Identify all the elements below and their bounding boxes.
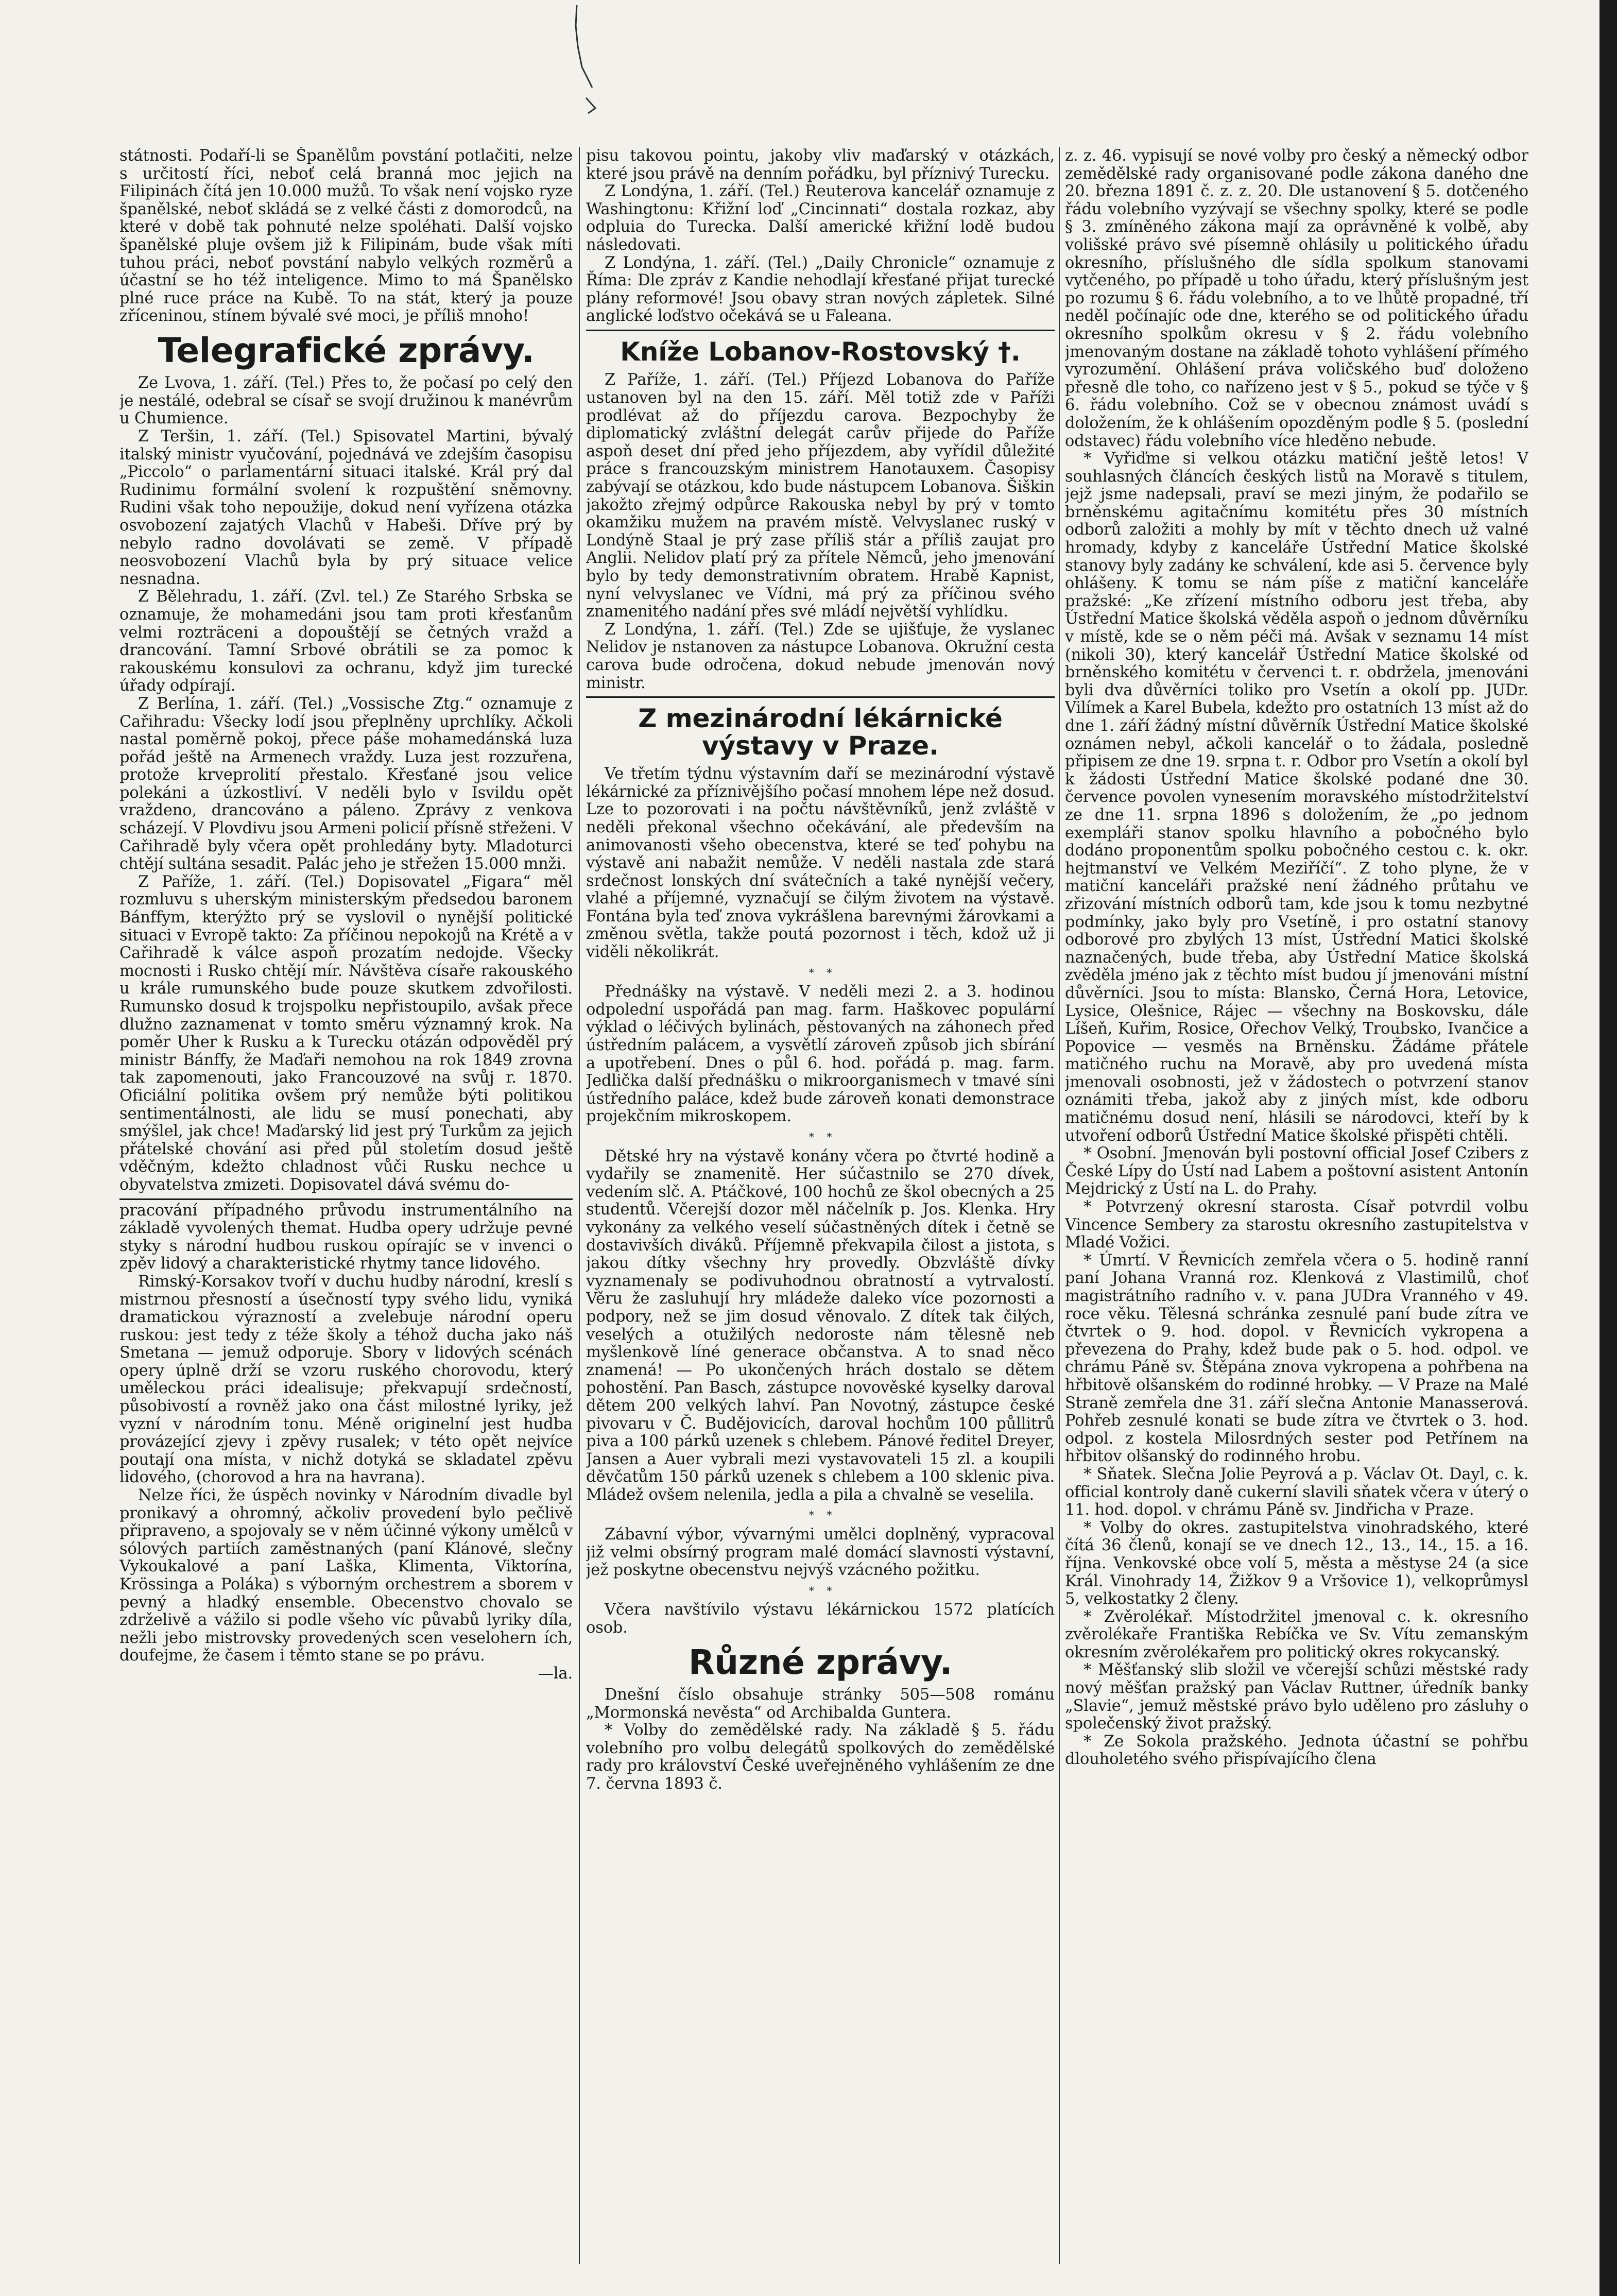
various-paragraph-1: Dnešní číslo obsahuje stránky 505—508 románu „Mormonská nevěsta“ od Archibalda Guntera.	[586, 1685, 1055, 1722]
exhibition-paragraph-3: Dětské hry na výstavě konány včera po čtvrté hodině a vydařily se znamenitě. Her súčastnilo se 270 dívek, vedením slč. A. Ptáčkové, 100 hochů ze škol obecných a 25 studentů. Včerejší dozor měl náčelník p. Jos. Klenka. Hry vykonány za velkého veselí súčastněných dítek i četně se dostavivších diváků. Příjemně překvapila čilost a jistota, s jakou dítky všechny hry provedly. Obzvláště dívky vyznamenaly se podivuhodnou obratností a vytrvalostí. Věru že zasluhují hry mládeže daleko více pozornosti a podpory, než se jim dosud věnovalo. Z dítek tak čilých, veselých a otužilých nedoroste nám tělesně neb myšlenkově líné generace občanstva. A to snad něco znamená! — Po ukončených hrách dostalo se dětem pohostění. Pan Basch, zástupce novověské kyselky daroval dětem 200 velkých lahví. Pan Novotný, zástupce české pivovaru v Č. Budějovicích, daroval hochům 100 půllitrů piva a 100 párků uzenek s chlebem. Pánové ředitel Dreyer, Jansen a Auer vybrali mezi vystavovateli 15 zl. a koupili děvčatům 150 párků uzenek s chlebem a 100 sklenic piva. Mládež ovšem nelenila, jedla a pila a chvalně se veselila.	[586, 1147, 1055, 1504]
telegraph-belehrad: Z Bělehradu, 1. září. (Zvl. tel.) Ze Starého Srbska se oznamuje, že mohamedáni jsou tam proti křesťanům velmi rozträceni a dopouštějí se četných vražd a drancování. Tamní Srbové obrátili se za pomoc k rakouskému konsulovi za ochranu, když jim turecké úřady odpírají.	[119, 588, 573, 695]
column-left	[119, 147, 573, 2269]
lobanov-paragraph-1: Z Paříže, 1. září. (Tel.) Příjezd Lobanova do Paříže ustanoven byl na den 15. září. Měl totiž zde v Paříži prodlévat až do příjezdu carova. Bezpochyby že diplomatický zvláštní delegát carův přijede do Paříže aspoň deset dní před jeho příjezdem, aby vyřídil důležité práce s francouzským ministrem Hanotauxem. Časopisy zabývají se otázkou, kdo bude nástupcem Lobanova. Šiškin jakožto zřejmý odpůrce Rakouska nebyl by prý v tomto okamžiku mužem na pravém místě. Velvyslanec ruský v Londýně Staal je prý zase příliš stár a příliš zaujat pro Anglii. Nelidov platí prý za přítele Němců, jeho jmenování bylo by tedy demonstrativním obratem. Hrabě Kapnist, nyní velvyslanec ve Vídni, má prý za příčinou svého znamenitého nadání přes své mládí největší vyhlídku.	[586, 371, 1055, 621]
exhibition-paragraph-4: Zábavní výbor, vývarnými umělci doplněný, vypracoval již velmi obsírný program malé domácí slavnosti výstavní, jež poskytne obecenstvu nejvýš vzácného požitku.	[586, 1526, 1055, 1580]
lobanov-paragraph-2: Z Londýna, 1. září. (Tel.) Zde se ujišťuje, že vyslanec Nelidov je nstanoven za nástupce Lobanova. Okružní cesta carova bude odročena, dokud nebude jmenován nový ministr.	[586, 620, 1055, 692]
heading-telegraph-news: Telegrafické zprávy.	[158, 330, 535, 370]
star-separator: * *	[809, 1509, 832, 1521]
exhibition-paragraph-5: Včera navštívilo výstavu lékárnickou 1572 platících osob.	[586, 1601, 1055, 1637]
news-wedding: * Sňatek. Slečna Jolie Peyrová a p. Václav Ot. Dayl, c. k. official kontroly daně cukerní slavili sňatek včera v úterý o 11. hod. dopol. v chrámu Páně sv. Jindřicha v Praze.	[1065, 1465, 1528, 1519]
column-divider-2	[1059, 147, 1060, 2264]
news-matice: * Vyřiďme si velkou otázku matiční ještě letos! V souhlasných článcích českých listů na Moravě s titulem, jejž jsme nadepsali, praví se mezi jiným, že podařilo se brněnskému agitačnímu komitétu přes 30 místních odborů založiti a mohly by mít v těchto dnech už valné hromady, kdyby z kanceláře Ústřední Matice školské stanovy byly zadány ke schválení, kde asi 5. července byly ohlášeny. K tomu se nám píše z matiční kanceláře pražské: „Ke zřízení místního odboru jest třeba, aby Ústřední Matice školská věděla aspoň o jednom důvěrníku v místě, kde se o něm péči má. Avšak v seznamu 14 míst (nikoli 30), který kancelář Ústřední Matice školské od brněnského komitétu v červenci t. r. obdržela, jmenováni byli dva důvěrníci toliko pro Vsetín a okolí pp. JUDr. Vilímek a Karel Bubela, kdežto pro ostatních 13 míst až do dne 1. září žádný místní důvěrník Ústřední Matice školské oznámen nebyl, ačkoli kancelář o to žádala, posledně připisem ze dne 19. srpna t. r. Odbor pro Vsetín a okolí byl k žádosti Ústřední Matice školské podané dne 30. července povolen vynesením moravského místodržitelství ze dne 11. srpna 1896 s doložením, že „po jednom exempláři stanov spolku hlavního a pobočného bylo dodáno proponentům spolku pobočného cestou c. k. okr. hejtmanství ve Velkém Meziříčí“. Z toho plyne, že v matiční kanceláři pražské není žádného průtahu ve zřizování místních odborů tam, kde jsou k tomu nezbytné podmínky, jako byly pro Vsetíně, i pro ostatní stanovy odborové pro zbylých 13 míst, Ústřední Matici školské naznačených, bude třeba, aby Ústřední Matice školská zvěděla jméno jak z těchto míst budou jí jmenováni místní důvěrníci. Jsou to místa: Blansko, Černá Hora, Letovice, Lysice, Olešnice, Rájec — všechny na Boskovsku, dále Líšeň, Kuřim, Rosice, Ořechov Velký, Troubsko, Ivančice a Popovice — vesměs na Brněnsku. Žádáme přátele matičného ruchu na Moravě, aby pro uvedená místa jmenovali osobnosti, jež v žádostech o potvrzení stanov oznámiti třeba, jakož aby z jiných míst, kde odboru matičnému dosud není, hlásili se národovci, kteří by k utvoření odborů Ústřední Matice školské přispěti chtěli.	[1065, 450, 1528, 1145]
exhibition-paragraph-2: Přednášky na výstavě. V neděli mezi 2. a 3. hodinou odpolední uspořádá pan mag. farm. Haškovec populární výklad o léčivých bylinách, pěstovaných na záhonech před ústředním palácem, a vysvětlí zároveň způsob jich sbírání a upotřebení. Dnes o půl 6. hod. pořádá p. mag. farm. Jedlička další přednášku o mikroorganismech v tmavé síni ústředního paláce, kdež bude zároveň konati demonstrace projekčním mikroskopem.	[586, 983, 1055, 1126]
telegraph-pariz: Z Paříže, 1. září. (Tel.) Dopisovatel „Figara“ měl rozmluvu s uherským ministerským předsedou baronem Bánffym, kterýžto prý se vyslovil o nynější politické situaci v Evropě takto: Za příčinou nepokojů na Krétě a v Cařihradě k válce aspoň prozatím nedojde. Všecky mocnosti i Rusko chtějí mír. Návštěva císaře rakouského u krále rumunského bude pouze skutkem zdvořilosti. Rumunsko dosud k trojspolku nepřistoupilo, avšak přece dlužno zaznamenat v tomto směru významný krok. Na poměr Uher k Rusku a k Turecku otázán odpověděl prý ministr Bánffy, že Maďaři nemohou na rok 1849 zrovna tak zapomenouti, jako Francouzové na svůj r. 1870. Oficiální politika ovšem prý nemůže býti politikou sentimentálnosti, ale lidu se musí ponechati, aby smýšlel, jak chce! Maďarský lid jest prý Turkům za jejich přátelské chování asi před půl stoletím dosud ještě vděčným, kdežto chladnost vůči Rusku nechce u obyvatelstva zmizeti. Dopisovatel dává svému do-	[119, 872, 573, 1194]
news-citizens-oath: * Měšťanský slib složil ve včerejší schůzi městské rady nový měšťan pražský pan Václav Ruttner, úředník banky „Slavie“, jemuž městské právo bylo uděleno pro zásluhy o společenský život pražský.	[1065, 1661, 1528, 1733]
music-review-paragraph-2: Rimský-Korsakov tvoří v duchu hudby národní, kreslí s mistrnou přesností a úsečností typy svého lidu, vyniká dramatickou výrazností a zvelebuje národní operu ruskou: jest tedy z téže školy a téhož ducha jako náš Smetana — jemuž odporuje. Sbory v lidových scénách opery úplně drží se vzoru ruského chorovodu, který uměleckou práci idealisuje; překvapují srdečností, působivostí a rovněž jako ona část milostné lyriky, jež vyzní v národním tonu. Méně originelní jest hudba provázející zjevy i zpěvy rusalek; v této opět nejvíce poutají ona místa, v nichž dotyká se skladatel zpěvu lidového, (chorovod a hra na havrana).	[119, 1272, 573, 1487]
heading-lobanov: Kníže Lobanov-Rostovský †.	[620, 336, 1021, 367]
telegraph-london-2: Z Londýna, 1. září. (Tel.) „Daily Chronicle“ oznamuje z Říma: Dle zpráv z Kandie nehodlají křesťané přijat turecké plány reformové! Jsou obavy stran nových zápletek. Silné anglické loďstvo očekává se u Faleana.	[586, 253, 1055, 325]
column-middle	[586, 147, 1055, 2269]
heading-pharmacy-exhibition: Z mezinárodní lékárnické výstavy v Praze.	[638, 704, 1003, 761]
news-district-elections: * Volby do okres. zastupitelstva vinohradského, které čítá 36 členů, konají se ve dnech 12., 13., 14., 15. a 16. října. Venkovské obce volí 5, města a městyse 24 (a sice Král. Vinohrady 14, Žižkov 9 a Vršovice 1), velkoprůmysl 5, velkostatky 2 členy.	[1065, 1518, 1528, 1608]
column-divider-1	[579, 147, 580, 2264]
various-paragraph-2: * Volby do zemědělské rady. Na základě § 5. řádu volebního pro volbu delegátů spolkových do zemědělské rady pro království České uveřejněného vyhlášením ze dne 7. června 1893 č.	[586, 1721, 1055, 1793]
section-rule	[586, 696, 1055, 698]
author-signature: —la.	[538, 1664, 573, 1683]
telegraph-berlin: Z Berlína, 1. září. (Tel.) „Vossische Ztg.“ oznamuje z Cařihradu: Všecky lodí jsou přeplněny uprchlíky. Ačkoli nastal poměrně pokoj, přece páše mohamedánská luza pořád ještě na Armenech vraždy. Luza jest rozzuřena, protože krveprolití přestalo. Křesťané jsou velice polekáni a úzkostliví. V neděli bylo v Isvildu opět vraždeno, drancováno a páleno. Zprávy z venkova scházejí. V Plovdivu jsou Armeni policií přísně střeženi. V Cařihradě byly včera opět prohledány byty. Mladoturci chtějí sultána sesadit. Palác jeho je střežen 15.000 mnži.	[119, 694, 573, 873]
article-intro-paragraph: státnosti. Podaří-li se Španělům povstání potlačiti, nelze s určitostí říci, neboť celá branná moc jejich na Filipinách čítá jen 10.000 mužů. To však není vojsko ryze španělské, neboť skládá se z velké části z domorodců, na které v době tak pohnuté nelze spoléhati. Další vojsko španělské pluje ovšem již k Filipinám, bude však míti tuhou práci, neboť povstání nabylo velkých rozměrů a účastní se ho též inteligence. Mimo to má Španělsko plné ruce práce na Kubě. To na stát, který ja pouze zříceninou, stínem bývalé své moci, je příliš mnoho!	[119, 147, 573, 325]
telegraph-tersin: Z Teršin, 1. září. (Tel.) Spisovatel Martini, bývalý italský ministr vyučování, pojednává ve zdejším časopisu „Piccolo“ o parlamentární situaci italské. Král prý dal Rudinimu formální svolení k rozpuštění sněmovny. Rudini však toho nepoužije, dokud není vyřízena otázka osvobození zajatých Vlachů v Habeši. Dříve prý by nebylo radno dovolávati se země. V případě neosvobození Vlachů byla by prý situace velice nesnadna.	[119, 427, 573, 588]
news-personal: * Osobní. Jmenován byli postovní official Josef Czibers z České Lípy do Ústí nad Labem a poštovní asistent Antonín Mejdrický z Ústí na L. do Prahy.	[1065, 1144, 1528, 1198]
exhibition-paragraph-1: Ve třetím týdnu výstavním daří se mezinárodní výstavě lékárnické za příznivějšího počasí mnohem lépe než dosud. Lze to pozorovati i na počtu návštěvníků, jenž zvláště v neděli překonal všechno očekávání, ale především na animovanosti všeho obecenstva, které se teď pohybu na výstavě ani nabažit nemůže. V neděli nastala zde stará srdečnost lonských dní svátečních a také nynější večery, vlahé a příjemné, vyznačují se čilým životem na výstavě. Fontána byla teď znova vykrášlena barevnými žárovkami a změnou světla, takže poutá pozornost i těch, kdož už ji viděli několikrát.	[586, 765, 1055, 962]
star-separator: * *	[809, 1584, 832, 1597]
telegraph-continuation: pisu takovou pointu, jakoby vliv maďarský v otázkách, které jsou právě na denním pořádku, byl příznivý Turecku.	[586, 147, 1055, 183]
section-rule	[119, 1198, 573, 1200]
news-district-mayor: * Potvrzený okresní starosta. Císař potvrdil volbu Vincence Sembery za starostu okresního zastupitelstva v Mladé Vožici.	[1065, 1198, 1528, 1252]
scan-mark-icon	[546, 5, 608, 124]
news-deaths: * Úmrtí. V Řevnicích zemřela včera o 5. hodině ranní paní Johana Vranná roz. Klenková z Vlastimilů, choť magistrátního radního v. v. pana JUDra Vranného v 49. roce věku. Tělesná schránka zesnulé paní bude zítra ve čtvrtek o 9. hod. dopol. v Řevnicích vykropena a převezena do Prahy, kdež bude pak o 5. hod. odpol. ve chrámu Páně sv. Štěpána znova vykropena a pohřbena na hřbitově olšanském do rodinné hrobky. — V Praze na Malé Straně zemřela dne 31. září slečna Antonie Manasserová. Pohřeb zesnulé konati se bude zítra ve čtvrtek o 3. hod. odpol. z kostela Milosrdných sester pod Petřínem na hřbitov olšanský do rodinného hrobu.	[1065, 1251, 1528, 1466]
music-review-paragraph-1: pracování případného průvodu instrumentálního na základě vyvolených themat. Hudba opery udržuje pevné styky s národní hudbou ruskou opírajíc se v invenci o zpěv lidový a charakteristické rhytmy tance lidového.	[119, 1201, 573, 1273]
news-sokol: * Ze Sokola pražského. Jednota účastní se pohřbu dlouholetého svého přispívajícího člena	[1065, 1732, 1528, 1769]
elections-continuation: z. z. 46. vypisují se nové volby pro český a německý odbor zemědělské rady organisované podle zákona daného dne 20. března 1891 č. z. z. 20. Dle ustanovení § 5. dotčeného řádu volebního vyzývají se všechny spolky, které se podle § 3. zmíněného zákona mají za oprávněné k volbě, aby volišské právo své písemně ohlásily u politického úřadu okresního, příslušného dle sídla spolkum stanovami vytčeného, po případě u toho úřadu, který příslušným jest po rozumu § 6. řádu volebního, a to ve lhůtě propadné, tří neděl počínajíc ode dne, kterého se od politického úřadu okresního spolkům okresu v § 2. řádu volebního jmenovaným dostane na základě tohoto vyhlášení přímého vyrozumění. Ohlášení práva voličského buď doloženo přesně dle toho, co nařízeno jest v § 5., pokud se týče v § 6. řádu volebního. Což se v obecnou známost uvádí s doložením, že k ohlášením opozděným podle § 5. (poslední odstavec) řádu volebního více hleděno nebude.	[1065, 147, 1528, 450]
heading-various-news: Různé zprávy.	[688, 1642, 953, 1682]
star-separator: * *	[809, 1130, 832, 1143]
section-rule	[586, 330, 1055, 331]
column-right	[1065, 147, 1528, 2269]
star-separator: * *	[809, 966, 832, 979]
music-review-paragraph-3: Nelze říci, že úspěch novinky v Národním divadle byl pronikavý a ohromný, ačkoliv provedení bylo pečlivě připraveno, a spojovaly se v něm účinné výkony umělců v sólových partiích zaměstnaných (paní Klánové, slečny Vykoukalové a paní Laška, Klimenta, Viktorína, Krössinga a Poláka) s výborným orchestrem a sborem v pevný a hladký ensemble. Obecenstvo chovalo se zdrželivě a vážilo si podle všeho víc půvabů lyriky díla, nežli jebo mistrovsky provedených scen veselohern ích, doufejme, že časem i těmto stane se po právu.	[119, 1486, 573, 1665]
telegraph-london-1: Z Londýna, 1. září. (Tel.) Reuterova kancelář oznamuje z Washingtonu: Křižní loď „Cincinnati“ dostala rozkaz, aby odpluia do Turecka. Další americké křižní lodě budou následovati.	[586, 182, 1055, 254]
scan-page-edge	[1599, 0, 1617, 2296]
news-veterinarian: * Zvěrolékař. Místodržitel jmenoval c. k. okresního zvěrolékaře Františka Rebíčka ve Sv. Vítu zemanským okresním zvěrolékařem pro politický okres rokycanský.	[1065, 1607, 1528, 1661]
telegraph-lvov: Ze Lvova, 1. září. (Tel.) Přes to, že počasí po celý den je nestálé, odebral se císař se svojí družinou k manévrům u Chumience.	[119, 374, 573, 428]
